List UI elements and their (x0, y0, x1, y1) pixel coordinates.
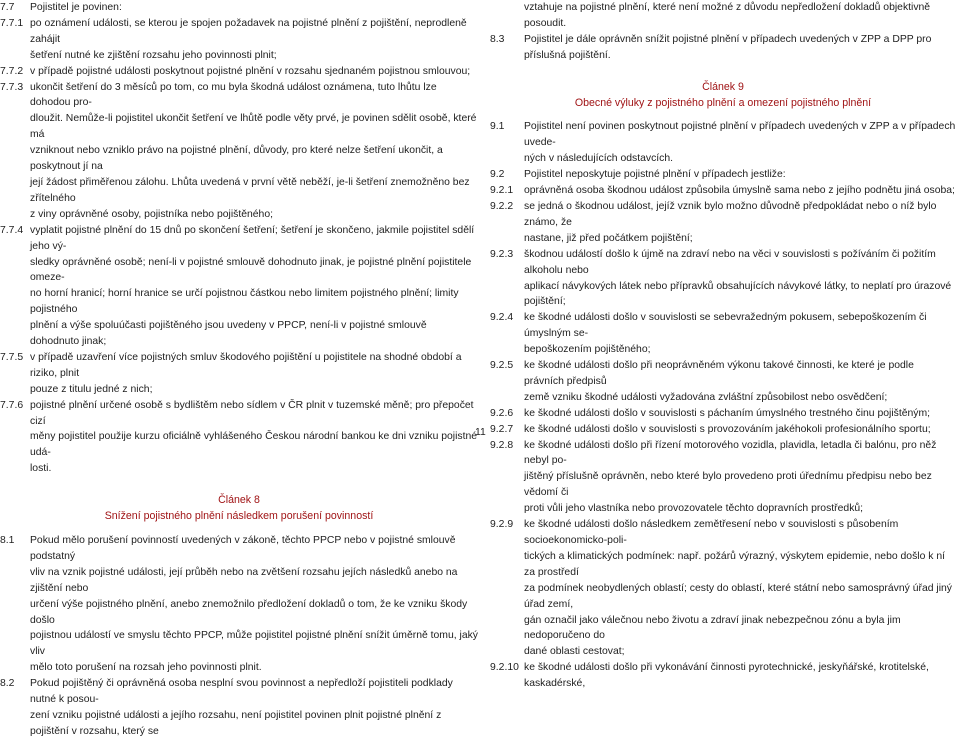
section-number: 9.2.1 (490, 185, 514, 197)
right-column (490, 0, 956, 692)
section-number: 9.2 (490, 169, 505, 181)
section-text: v případě pojistné události poskytnout pojistné plnění v rozsahu sjednaném pojistnou smlouvou; (30, 65, 471, 77)
text-line: bepoškozením pojištěného; (524, 344, 651, 356)
spacer (0, 477, 478, 493)
text-line: vliv na vznik pojistné události, její průběh nebo na zvětšení rozsahu jejích následků anebo na zjištění nebo (30, 566, 458, 594)
text-line: pouze z titulu jedné z nich; (30, 383, 153, 395)
section-number: 9.2.5 (490, 360, 514, 372)
section-text: oprávněná osoba škodnou událost způsobila úmyslně sama nebo z jejího podnětu jiná osoba; (524, 185, 955, 197)
text-line: z viny oprávněné osoby, pojistníka nebo pojištěného; (30, 208, 273, 220)
text-line: dané oblasti cestovat; (524, 646, 625, 658)
text-line: šetření nutné ke zjištění rozsahu jeho povinnosti plnit; (30, 49, 277, 61)
section-number: 9.2.4 (490, 312, 514, 324)
text-line: za podmínek neobydlených oblastí; cesty do oblastí, které státní nebo samosprávný úřad jiný úřad zemí, (524, 582, 952, 610)
text-line: její žádost přiměřenou zálohu. Lhůta uvedená v první větě neběží, je-li šetření znemožněno bez zřítelného (30, 176, 470, 204)
section-7-7-6 (0, 398, 478, 430)
spacer (490, 64, 956, 80)
section-text: vyplatit pojistné plnění do 15 dnů po skončení šetření; šetření je skončeno, jakmile pojistitel sdělí jeho vý- (30, 224, 475, 252)
section-number: 8.3 (490, 33, 505, 45)
section-7-7-1 (0, 16, 478, 48)
section-9-2-4 (490, 310, 956, 342)
section-text: ke škodné události došlo při řízení motorového vozidla, plavidla, letadla či balónu, pro něž nebyl po- (524, 439, 937, 467)
section-text: se jedná o škodnou událost, jejíž vznik bylo možno důvodně předpokládat nebo o níž bylo známo, že (524, 200, 937, 228)
section-text: Pojistitel je dále oprávněn snížit pojistné plnění v případech uvedených v ZPP a DPP pro příslušná pojištění. (524, 33, 932, 61)
text-line: proti vůli jeho vlastníka nebo provozovatele těchto dopravních prostředků; (524, 503, 864, 515)
section-text: ke škodné události došlo v souvislosti s provozováním jakéhokoli profesionálního sportu; (524, 423, 931, 435)
section-9-2-3 (490, 247, 956, 279)
text-line: gán označil jako válečnou nebo životu a zdraví jinak nebezpečnou zónu a byla jim nedoporučeno do (524, 614, 901, 642)
text-line: ných v následujících odstavcích. (524, 153, 674, 165)
text-line: měny pojistitel použije kurzu oficiálně vyhlášeného Českou národní bankou ke dni vzniku pojistné udá- (30, 431, 478, 459)
section-9-2-6 (490, 406, 956, 422)
section-number: 7.7.4 (0, 224, 24, 236)
section-9-2-1 (490, 183, 956, 199)
text-line: mělo toto porušení na rozsah jeho povinnosti plnit. (30, 662, 262, 674)
text-line: plnění a výše spoluúčasti pojištěného jsou uvedeny v PPCP, není-li v pojistné smlouvě dohodnuto jinak; (30, 320, 427, 348)
section-9-1 (490, 119, 956, 151)
text-line: dloužit. Nemůže-li pojistitel ukončit šetření ve lhůtě podle věty prvé, je povinen sdělit osobě, které má (30, 113, 477, 141)
section-9-2-10 (490, 660, 956, 692)
section-7-7-2 (0, 64, 478, 80)
section-number: 7.7.2 (0, 65, 24, 77)
section-9-2 (490, 167, 956, 183)
article-9-subtitle: Obecné výluky z pojistného plnění a omezení pojistného plnění (574, 96, 872, 109)
section-number: 9.2.2 (490, 200, 514, 212)
spacer (490, 111, 956, 119)
left-column (0, 0, 478, 740)
article-9-title: Článek 9 (702, 80, 744, 93)
text-line: zení vzniku pojistné události a jejího rozsahu, není pojistitel povinen plnit pojistné plnění z pojištění v rozsahu, který se (30, 709, 442, 737)
section-9-2-7 (490, 422, 956, 438)
text-line: losti. (30, 463, 52, 475)
text-line: nastane, již před počátkem pojištění; (524, 232, 693, 244)
section-8-1 (0, 533, 478, 565)
section-number: 9.2.7 (490, 423, 514, 435)
section-9-2-9 (490, 517, 956, 549)
article-8-subtitle: Snížení pojistného plnění následkem porušení povinností (104, 510, 374, 523)
text-line: jištěný příslušně oprávněn, nebo které bylo provedeno proti úřednímu předpisu nebo bez vědomí či (524, 471, 932, 499)
section-7-7-5 (0, 350, 478, 382)
section-text: Pojistitel není povinen poskytnout pojistné plnění v případech uvedených v ZPP a v případech uvede- (524, 121, 956, 149)
section-text: Pokud mělo porušení povinností uvedených v zákoně, těchto PPCP nebo v pojistné smlouvě podstatný (30, 535, 456, 562)
section-number: 7.7.3 (0, 81, 24, 93)
section-text: škodnou událostí došlo k újmě na zdraví nebo na věci v souvislosti s požíváním či požitím alkoholu nebo (524, 248, 936, 276)
section-number: 7.7 (0, 2, 15, 13)
text-line: pojistnou událostí ve smyslu těchto PPCP, může pojistitel pojistné plnění snížit úměrně tomu, jaký vliv (30, 630, 478, 658)
section-number: 7.7.5 (0, 351, 24, 363)
section-text: v případě uzavření více pojistných smluv škodového pojištění u pojistitele na shodné období a riziko, plnit (30, 351, 462, 379)
spacer (0, 525, 478, 533)
section-text: Pokud pojištěný či oprávněná osoba nesplní svou povinnost a nepředloží pojistiteli podklady nutné k posou- (30, 678, 453, 706)
section-text: ke škodné události došlo v souvislosti s páchaním úmyslného trestného činu pojištěným; (524, 407, 931, 419)
section-text: Pojistitel je povinen: (30, 2, 122, 13)
section-number: 7.7.1 (0, 17, 24, 29)
section-number: 8.2 (0, 678, 15, 690)
text-line: tických a klimatických podmínek: např. požárů výrazný, výskytem epidemie, nebo došlo k ní za prostředí (524, 550, 946, 578)
text-line: vzniknout nebo vzniklo právo na pojistné plnění, důvody, pro které nelze šetření ukončit, a poskytnout jí na (30, 145, 443, 173)
section-text: ke škodné události došlo při vykonávání činnosti pyrotechnické, jeskyňářské, krotitelské, kaskadérské, (524, 662, 929, 690)
text-line: sledky oprávněné osobě; není-li v pojistné smlouvě dohodnuto jinak, je pojistné plnění pojistitele omeze- (30, 256, 472, 284)
article-8-title: Článek 8 (218, 494, 260, 507)
text-line: aplikací návykových látek nebo přípravků obsahujících návykové látky, to neplatí pro úrazové pojištění; (524, 280, 952, 308)
section-9-2-8 (490, 438, 956, 470)
section-number: 9.2.6 (490, 407, 514, 419)
section-7-7-3 (0, 80, 478, 112)
section-number: 9.1 (490, 121, 505, 133)
section-text: po oznámení události, se kterou je spojen požadavek na pojistné plnění z pojištění, neprodleně zahájit (30, 17, 467, 45)
text-line: určení výše pojistného plnění, anebo znemožnilo předložení dokladů o tom, že ke vzniku škody došlo (30, 598, 468, 626)
section-number: 9.2.9 (490, 519, 514, 531)
section-8-3 (490, 32, 956, 64)
section-number: 9.2.10 (490, 662, 519, 674)
section-number: 7.7.6 (0, 399, 24, 411)
text-line: no horní hranicí; horní hranice se určí pojistnou částkou nebo limitem pojistného plnění; limity pojistného (30, 288, 459, 316)
text-line: vztahuje na pojistné plnění, které není možné z důvodu nepředložení dokladů objektivně posoudit. (524, 2, 931, 29)
section-number: 9.2.3 (490, 248, 514, 260)
section-7-7 (0, 0, 478, 16)
section-text: ke škodné události došlo při neoprávněném výkonu takové činnosti, ke které je podle právních předpisů (524, 360, 914, 387)
section-7-7-4 (0, 223, 478, 255)
section-number: 8.1 (0, 535, 15, 546)
section-text: ke škodné události došlo v souvislosti se sebevražedným pokusem, sebepoškozením či úmyslným se- (524, 312, 927, 340)
section-9-2-5 (490, 358, 956, 390)
section-8-2 (0, 676, 478, 708)
section-text: ke škodné události došlo následkem zemětřesení nebo v souvislosti s působením socioekonomicko-poli- (524, 519, 899, 546)
section-9-2-2 (490, 199, 956, 231)
text-line: země vzniku škodné události vyžadována zvláštní způsobilost nebo osvědčení; (524, 391, 888, 403)
section-text: Pojistitel neposkytuje pojistné plnění v případech jestliže: (524, 169, 786, 181)
section-number: 9.2.8 (490, 439, 514, 451)
page-number: 11 (475, 427, 486, 438)
section-text: pojistné plnění určené osobě s bydlištěm nebo sídlem v ČR plnit v tuzemské měně; pro přepočet cizí (30, 399, 474, 427)
section-text: ukončit šetření do 3 měsíců po tom, co mu byla škodná událost oznámena, tuto lhůtu lze dohodou pro- (30, 81, 437, 109)
